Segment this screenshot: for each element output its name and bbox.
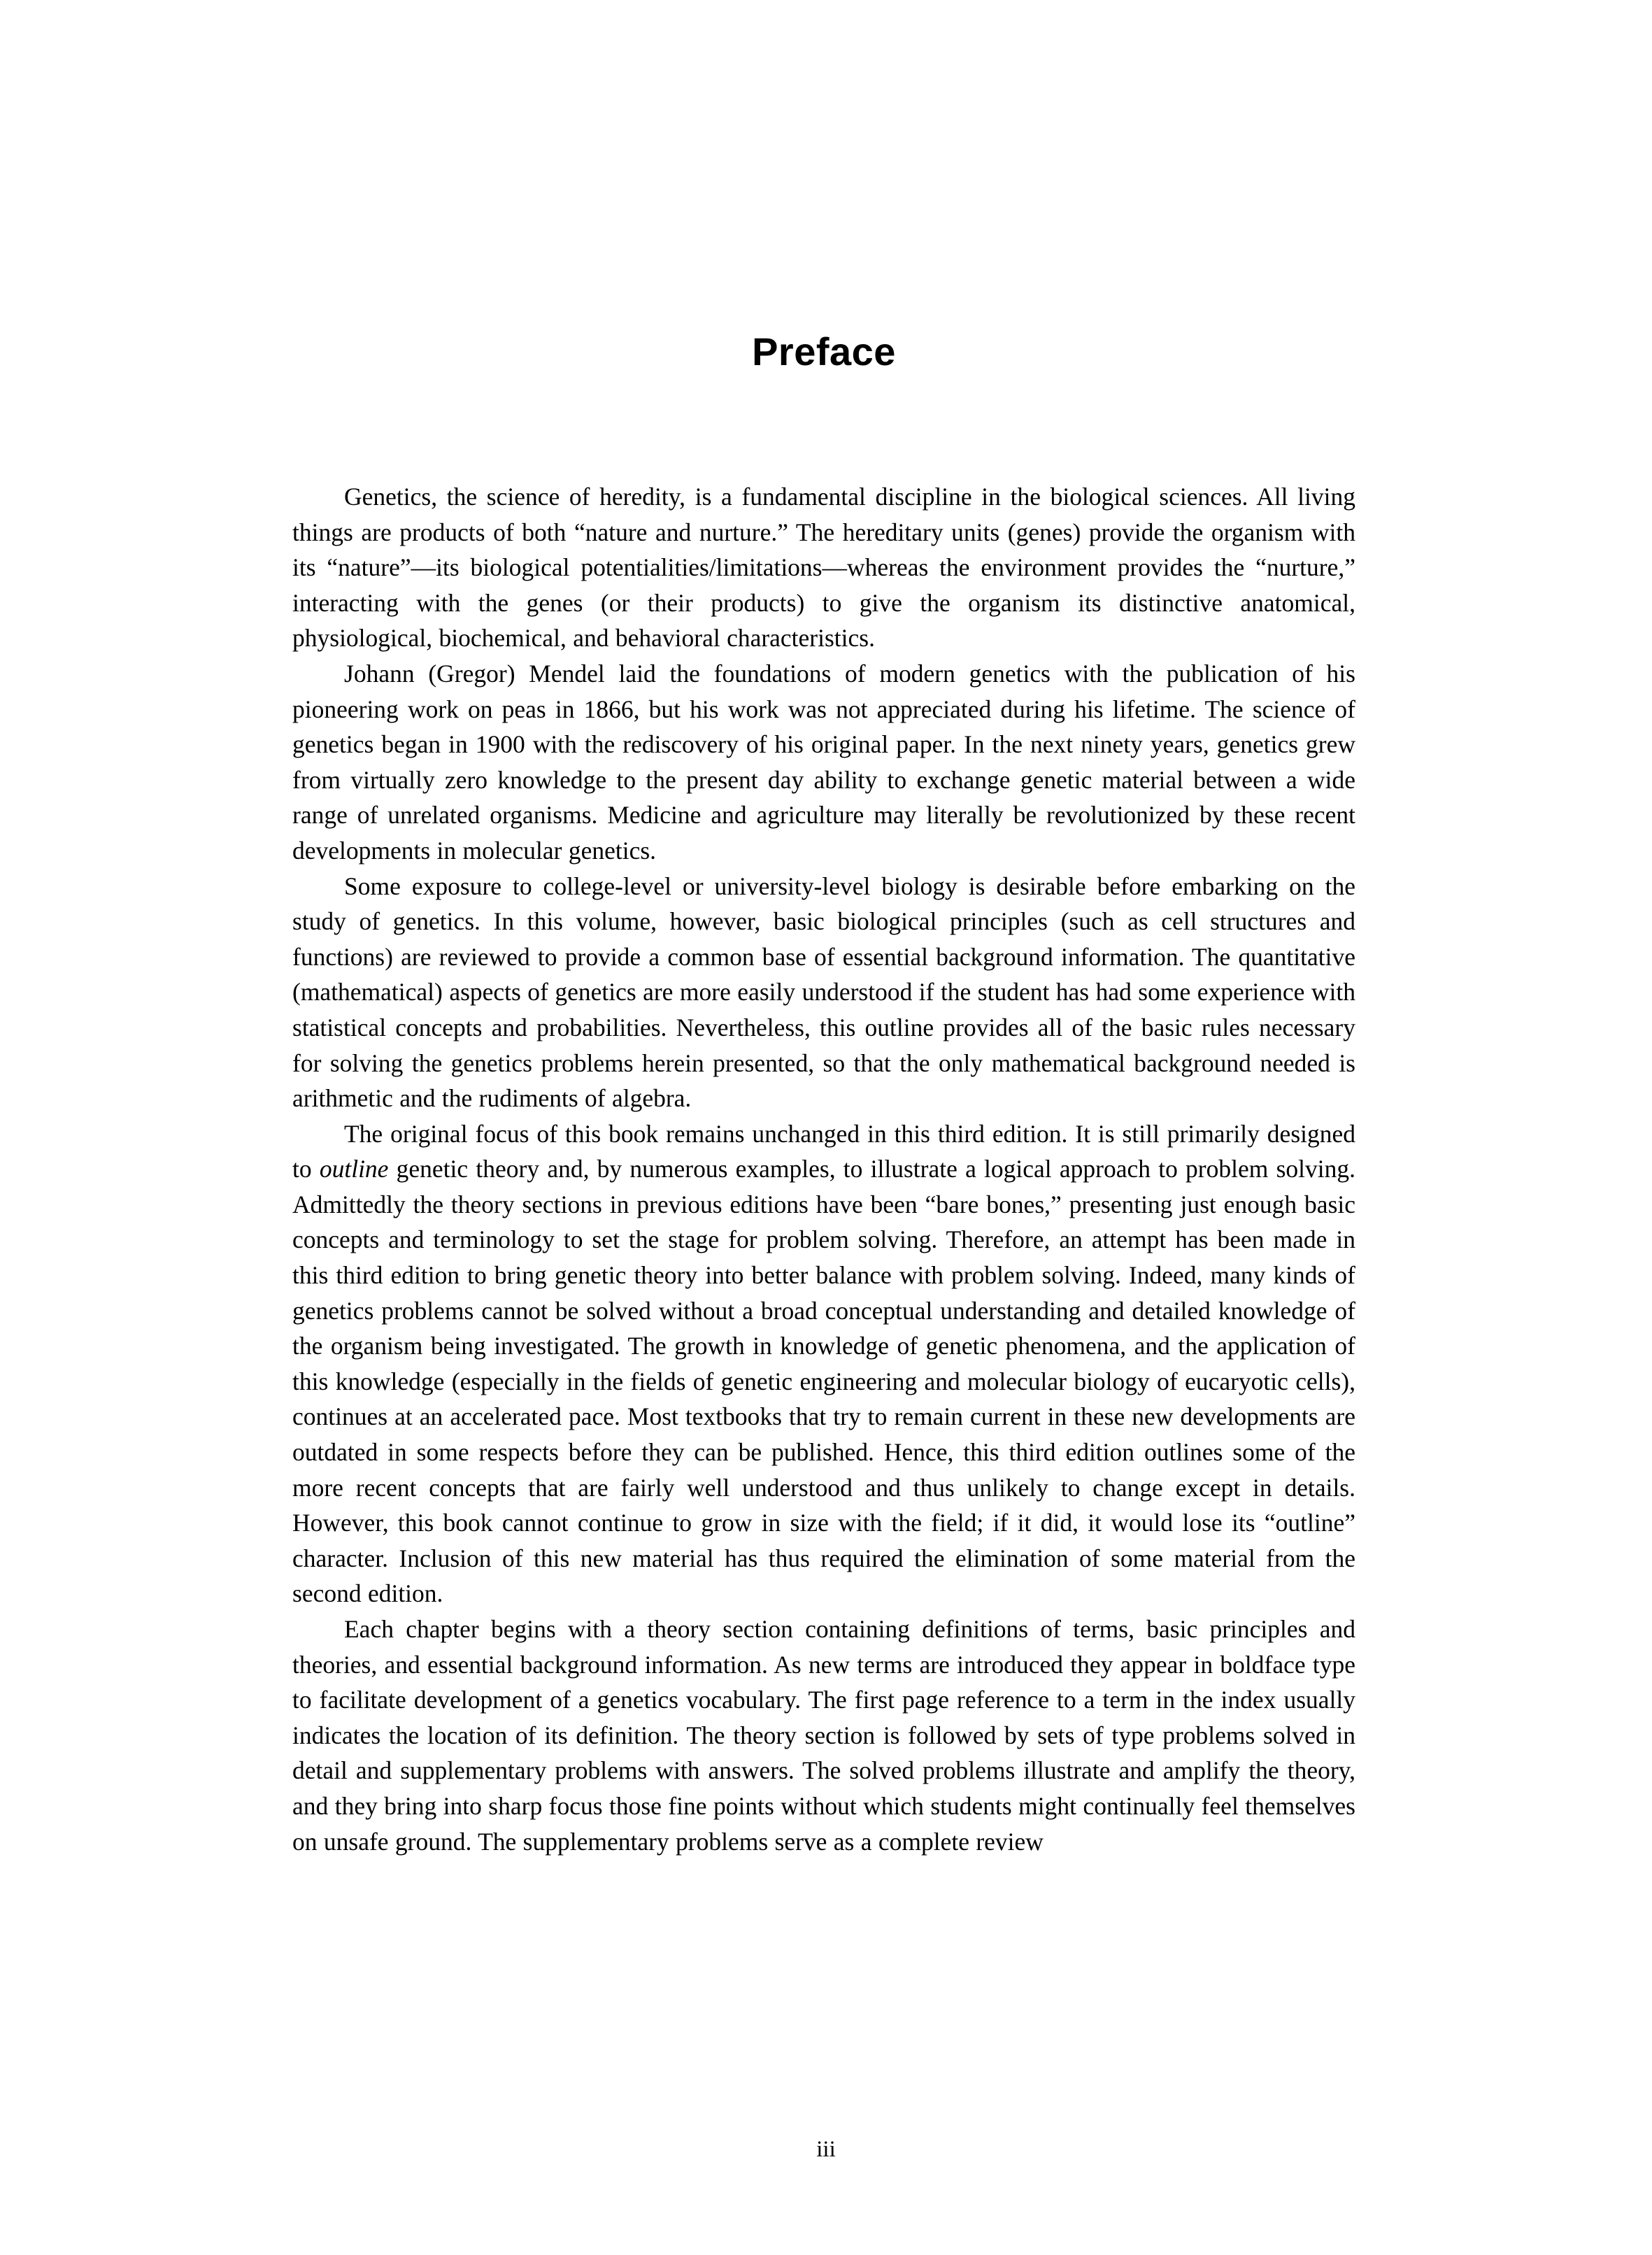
paragraph-4-part1: The original focus of this book remains unchanged in this third edition. It is still primarily designed to <box>292 1119 1355 1183</box>
page-title: Preface <box>752 329 896 374</box>
body-text <box>292 479 1355 1859</box>
paragraph-2: Johann (Gregor) Mendel laid the foundations of modern genetics with the publication of his pioneering work on peas in 1866, but his work was not appreciated during his lifetime. The science of genetics began in 1900 with the rediscovery of his original paper. In the next ninety years, genetics grew from virtually zero knowledge to the present day ability to exchange genetic material between a wide range of unrelated organisms. Medicine and agriculture may literally be revolutionized by these recent developments in molecular genetics. <box>292 659 1355 865</box>
page-content <box>292 0 1355 1859</box>
paragraph-3: Some exposure to college-level or university-level biology is desirable before embarking on the study of genetics. In this volume, however, basic biological principles (such as cell structures and functions) are reviewed to provide a common base of essential background information. The quantitative (mathematical) aspects of genetics are more easily understood if the student has had some experience with statistical concepts and probabilities. Nevertheless, this outline provides all of the basic rules necessary for solving the genetics problems herein presented, so that the only mathematical background needed is arithmetic and the rudiments of algebra. <box>292 872 1355 1113</box>
paragraph-5: Each chapter begins with a theory section containing definitions of terms, basic principles and theories, and essential background information. As new terms are introduced they appear in boldface type to facilitate development of a genetics vocabulary. The first page reference to a term in the index usually indicates the location of its definition. The theory section is followed by sets of type problems solved in detail and supplementary problems with answers. The solved problems illustrate and amplify the theory, and they bring into sharp focus those fine points without which students might continually feel themselves on unsafe ground. The supplementary problems serve as a complete review <box>292 1615 1355 1856</box>
paragraph-1: Genetics, the science of heredity, is a fundamental discipline in the biological sciences. All living things are products of both “nature and nurture.” The hereditary units (genes) provide the organism with its “nature”—its biological potentialities/limitations—whereas the environment provides the “nurture,” interacting with the genes (or their products) to give the organism its distinctive anatomical, physiological, biochemical, and behavioral characteristics. <box>292 483 1355 653</box>
paragraph-4-italic-term: outline <box>319 1155 389 1183</box>
page-number: iii <box>816 2137 836 2162</box>
paragraph-4 <box>292 1116 1355 1612</box>
paragraph-4-part2: genetic theory and, by numerous examples, to illustrate a logical approach to problem solving. Admittedly the theory sections in previous editions have been “bare bones,” presenting just enough basic concepts and terminology to set the stage for problem solving. Therefore, an attempt has been made in this third edition to bring genetic theory into better balance with problem solving. Indeed, many kinds of genetics problems cannot be solved without a broad conceptual understanding and detailed knowledge of the organism being investigated. The growth in knowledge of genetic phenomena, and the application of this knowledge (especially in the fields of genetic engineering and molecular biology of eucaryotic cells), continues at an accelerated pace. Most textbooks that try to remain current in these new developments are outdated in some respects before they can be published. Hence, this third edition outlines some of the more recent concepts that are fairly well understood and thus unlikely to change except in details. However, this book cannot continue to grow in size with the field; if it did, it would lose its “outline” character. Inclusion of this new material has thus required the elimination of some material from the second edition. <box>292 1155 1355 1608</box>
